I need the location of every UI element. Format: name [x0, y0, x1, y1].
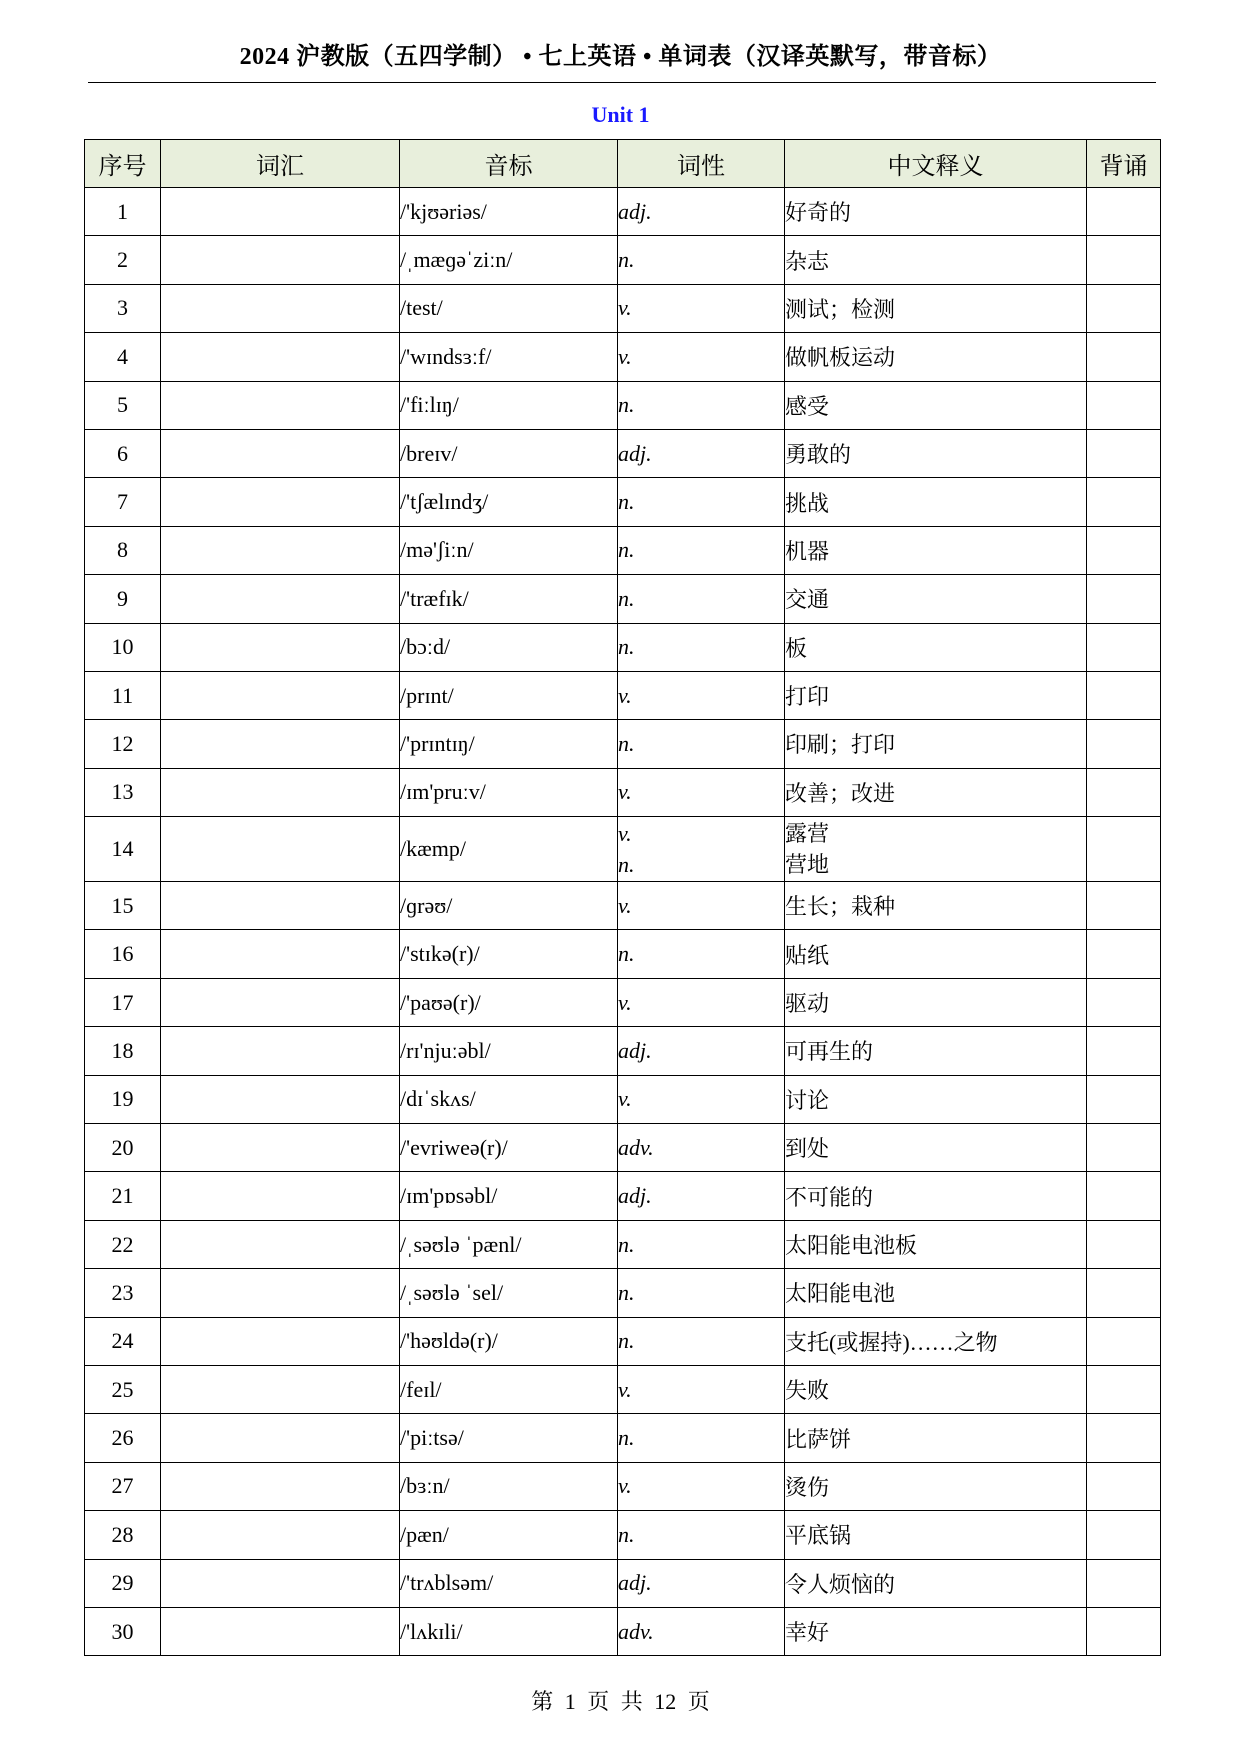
word-blank-cell[interactable]: [161, 1317, 400, 1365]
phonetic-cell: /'piːtsə/: [400, 1414, 618, 1462]
recite-check-cell[interactable]: [1087, 623, 1161, 671]
meaning-cell: 支托(或握持)……之物: [785, 1317, 1087, 1365]
recite-check-cell[interactable]: [1087, 1365, 1161, 1413]
part-of-speech-cell: n.: [618, 1414, 785, 1462]
phonetic-cell: /rɪ'njuːəbl/: [400, 1027, 618, 1075]
meaning-cell: 感受: [785, 381, 1087, 429]
phonetic-cell: /ˌsəʊlə ˈsel/: [400, 1269, 618, 1317]
table-row: [85, 1220, 1161, 1268]
row-number: 16: [85, 930, 161, 978]
part-of-speech-cell: n.: [618, 526, 785, 574]
page-footer: 第 1 页 共 12 页: [531, 1689, 710, 1714]
column-header-word: 词汇: [161, 140, 400, 188]
table-row: [85, 1365, 1161, 1413]
recite-check-cell[interactable]: [1087, 720, 1161, 768]
recite-check-cell[interactable]: [1087, 526, 1161, 574]
row-number: 13: [85, 768, 161, 816]
row-number: 10: [85, 623, 161, 671]
table-row: [85, 930, 1161, 978]
column-header-meaning: 中文释义: [785, 140, 1087, 188]
phonetic-cell: /ɪm'pɒsəbl/: [400, 1172, 618, 1220]
phonetic-cell: /ˌmæɡəˈziːn/: [400, 236, 618, 284]
meaning-cell-line: 营地: [785, 852, 830, 878]
meaning-cell: 失败: [785, 1365, 1087, 1413]
meaning-cell: 勇敢的: [785, 429, 1087, 477]
recite-check-cell[interactable]: [1087, 1172, 1161, 1220]
table-row: [85, 1559, 1161, 1607]
meaning-cell: 驱动: [785, 978, 1087, 1026]
row-number: 3: [85, 284, 161, 332]
phonetic-cell: /'fiːlɪŋ/: [400, 381, 618, 429]
unit-title: Unit 1: [591, 102, 650, 127]
word-blank-cell[interactable]: [161, 429, 400, 477]
part-of-speech-cell: adv.: [618, 1124, 785, 1172]
meaning-cell: 板: [785, 623, 1087, 671]
part-of-speech-cell: adj.: [618, 1027, 785, 1075]
recite-check-cell[interactable]: [1087, 1414, 1161, 1462]
part-of-speech-cell: v.: [618, 333, 785, 381]
meaning-cell: 打印: [785, 671, 1087, 719]
table-header-row: [85, 140, 1161, 188]
recite-check-cell[interactable]: [1087, 478, 1161, 526]
phonetic-cell: /kæmp/: [400, 817, 618, 882]
meaning-cell-line: 露营: [785, 821, 830, 847]
recite-check-cell[interactable]: [1087, 1607, 1161, 1655]
table-row: [85, 1075, 1161, 1123]
recite-check-cell[interactable]: [1087, 978, 1161, 1026]
table-row: [85, 333, 1161, 381]
meaning-cell: 挑战: [785, 478, 1087, 526]
part-of-speech-cell-line: n.: [618, 852, 635, 878]
meaning-cell: 到处: [785, 1124, 1087, 1172]
word-blank-cell[interactable]: [161, 1511, 400, 1559]
row-number: 4: [85, 333, 161, 381]
phonetic-cell: /test/: [400, 284, 618, 332]
meaning-cell: 可再生的: [785, 1027, 1087, 1075]
table-row: [85, 1511, 1161, 1559]
table-row: [85, 1124, 1161, 1172]
word-blank-cell[interactable]: [161, 1559, 400, 1607]
part-of-speech-cell: adj.: [618, 1172, 785, 1220]
phonetic-cell: /'həʊldə(r)/: [400, 1317, 618, 1365]
table-row: [85, 236, 1161, 284]
part-of-speech-cell: n.: [618, 1220, 785, 1268]
column-header-recite: 背诵: [1087, 140, 1161, 188]
meaning-cell: 幸好: [785, 1607, 1087, 1655]
word-blank-cell[interactable]: [161, 1124, 400, 1172]
part-of-speech-cell: v.: [618, 1075, 785, 1123]
meaning-cell: 生长；栽种: [785, 882, 1087, 930]
meaning-cell: 不可能的: [785, 1172, 1087, 1220]
recite-check-cell[interactable]: [1087, 1027, 1161, 1075]
meaning-cell: 贴纸: [785, 930, 1087, 978]
table-row: [85, 817, 1161, 882]
phonetic-cell: /mə'ʃiːn/: [400, 526, 618, 574]
recite-check-cell[interactable]: [1087, 1220, 1161, 1268]
phonetic-cell: /ɪm'pruːv/: [400, 768, 618, 816]
row-number: 22: [85, 1220, 161, 1268]
row-number: 30: [85, 1607, 161, 1655]
meaning-cell: 印刷；打印: [785, 720, 1087, 768]
phonetic-cell: /'lʌkɪli/: [400, 1607, 618, 1655]
word-blank-cell[interactable]: [161, 768, 400, 816]
table-row: [85, 381, 1161, 429]
phonetic-cell: /'tʃælɪndʒ/: [400, 478, 618, 526]
word-blank-cell[interactable]: [161, 623, 400, 671]
phonetic-cell: /ɡrəʊ/: [400, 882, 618, 930]
part-of-speech-cell: v.: [618, 768, 785, 816]
row-number: 18: [85, 1027, 161, 1075]
part-of-speech-cell: n.: [618, 1511, 785, 1559]
word-blank-cell[interactable]: [161, 333, 400, 381]
table-row: [85, 1462, 1161, 1510]
recite-check-cell[interactable]: [1087, 930, 1161, 978]
recite-check-cell[interactable]: [1087, 429, 1161, 477]
part-of-speech-cell: v.: [618, 978, 785, 1026]
row-number: 15: [85, 882, 161, 930]
header-divider: [88, 82, 1156, 83]
phonetic-cell: /breɪv/: [400, 429, 618, 477]
meaning-cell: 机器: [785, 526, 1087, 574]
phonetic-cell: /feɪl/: [400, 1365, 618, 1413]
row-number: 21: [85, 1172, 161, 1220]
recite-check-cell[interactable]: [1087, 333, 1161, 381]
table-row: [85, 284, 1161, 332]
phonetic-cell: /dɪˈskʌs/: [400, 1075, 618, 1123]
meaning-cell: 交通: [785, 575, 1087, 623]
table-row: [85, 429, 1161, 477]
part-of-speech-cell: n.: [618, 930, 785, 978]
word-blank-cell[interactable]: [161, 720, 400, 768]
column-header-phonetic: 音标: [400, 140, 618, 188]
part-of-speech-cell: v.: [618, 284, 785, 332]
phonetic-cell: /'wɪndsɜːf/: [400, 333, 618, 381]
word-blank-cell[interactable]: [161, 1607, 400, 1655]
word-blank-cell[interactable]: [161, 478, 400, 526]
row-number: 20: [85, 1124, 161, 1172]
recite-check-cell[interactable]: [1087, 671, 1161, 719]
recite-check-cell[interactable]: [1087, 768, 1161, 816]
meaning-cell: 杂志: [785, 236, 1087, 284]
row-number: 19: [85, 1075, 161, 1123]
word-blank-cell[interactable]: [161, 1269, 400, 1317]
word-blank-cell[interactable]: [161, 188, 400, 236]
vocabulary-table: [84, 139, 1161, 1656]
row-number: 29: [85, 1559, 161, 1607]
part-of-speech-cell: v.: [618, 671, 785, 719]
part-of-speech-cell: n.: [618, 1269, 785, 1317]
word-blank-cell[interactable]: [161, 236, 400, 284]
meaning-cell: 太阳能电池: [785, 1269, 1087, 1317]
phonetic-cell: /'stɪkə(r)/: [400, 930, 618, 978]
word-blank-cell[interactable]: [161, 1172, 400, 1220]
row-number: 26: [85, 1414, 161, 1462]
table-row: [85, 478, 1161, 526]
part-of-speech-cell: v.: [618, 1462, 785, 1510]
word-blank-cell[interactable]: [161, 1414, 400, 1462]
word-blank-cell[interactable]: [161, 284, 400, 332]
recite-check-cell[interactable]: [1087, 188, 1161, 236]
table-row: [85, 1607, 1161, 1655]
recite-check-cell[interactable]: [1087, 1559, 1161, 1607]
phonetic-cell: /prɪnt/: [400, 671, 618, 719]
word-blank-cell[interactable]: [161, 1220, 400, 1268]
part-of-speech-cell-line: v.: [618, 821, 632, 847]
meaning-cell: 改善；改进: [785, 768, 1087, 816]
table-row: [85, 1027, 1161, 1075]
phonetic-cell: /pæn/: [400, 1511, 618, 1559]
phonetic-cell: /'evriweə(r)/: [400, 1124, 618, 1172]
recite-check-cell[interactable]: [1087, 381, 1161, 429]
row-number: 28: [85, 1511, 161, 1559]
part-of-speech-cell: adj.: [618, 1559, 785, 1607]
meaning-cell: 平底锅: [785, 1511, 1087, 1559]
table-row: [85, 720, 1161, 768]
row-number: 11: [85, 671, 161, 719]
meaning-cell: 令人烦恼的: [785, 1559, 1087, 1607]
word-blank-cell[interactable]: [161, 882, 400, 930]
table-row: [85, 623, 1161, 671]
part-of-speech-cell: n.: [618, 623, 785, 671]
meaning-cell: 太阳能电池板: [785, 1220, 1087, 1268]
part-of-speech-cell: n.: [618, 1317, 785, 1365]
recite-check-cell[interactable]: [1087, 1462, 1161, 1510]
meaning-cell: 好奇的: [785, 188, 1087, 236]
table-row: [85, 882, 1161, 930]
phonetic-cell: /ˌsəʊlə ˈpænl/: [400, 1220, 618, 1268]
recite-check-cell[interactable]: [1087, 1511, 1161, 1559]
part-of-speech-cell: n.: [618, 236, 785, 284]
table-row: [85, 768, 1161, 816]
phonetic-cell: /'kjʊəriəs/: [400, 188, 618, 236]
row-number: 5: [85, 381, 161, 429]
table-row: [85, 1414, 1161, 1462]
word-blank-cell[interactable]: [161, 671, 400, 719]
phonetic-cell: /bɜːn/: [400, 1462, 618, 1510]
part-of-speech-cell: adj.: [618, 429, 785, 477]
phonetic-cell: /'træfɪk/: [400, 575, 618, 623]
phonetic-cell: /bɔːd/: [400, 623, 618, 671]
table-row: [85, 671, 1161, 719]
part-of-speech-cell: adv.: [618, 1607, 785, 1655]
table-row: [85, 188, 1161, 236]
table-row: [85, 1269, 1161, 1317]
word-blank-cell[interactable]: [161, 526, 400, 574]
word-blank-cell[interactable]: [161, 1027, 400, 1075]
meaning-cell: 烫伤: [785, 1462, 1087, 1510]
table-body: [85, 188, 1161, 1656]
row-number: 24: [85, 1317, 161, 1365]
part-of-speech-cell: v.: [618, 1365, 785, 1413]
row-number: 14: [85, 817, 161, 882]
row-number: 1: [85, 188, 161, 236]
row-number: 6: [85, 429, 161, 477]
row-number: 25: [85, 1365, 161, 1413]
row-number: 8: [85, 526, 161, 574]
recite-check-cell[interactable]: [1087, 284, 1161, 332]
recite-check-cell[interactable]: [1087, 1075, 1161, 1123]
phonetic-cell: /'prɪntɪŋ/: [400, 720, 618, 768]
meaning-cell: 测试；检测: [785, 284, 1087, 332]
phonetic-cell: /'trʌblsəm/: [400, 1559, 618, 1607]
row-number: 23: [85, 1269, 161, 1317]
row-number: 7: [85, 478, 161, 526]
meaning-cell: 做帆板运动: [785, 333, 1087, 381]
meaning-cell: 讨论: [785, 1075, 1087, 1123]
recite-check-cell[interactable]: [1087, 817, 1161, 882]
part-of-speech-cell: [618, 817, 785, 882]
table-row: [85, 1172, 1161, 1220]
recite-check-cell[interactable]: [1087, 1317, 1161, 1365]
meaning-cell: [785, 817, 1087, 882]
recite-check-cell[interactable]: [1087, 575, 1161, 623]
part-of-speech-cell: v.: [618, 882, 785, 930]
part-of-speech-cell: n.: [618, 575, 785, 623]
meaning-cell: 比萨饼: [785, 1414, 1087, 1462]
recite-check-cell[interactable]: [1087, 236, 1161, 284]
word-blank-cell[interactable]: [161, 817, 400, 882]
table-row: [85, 1317, 1161, 1365]
table-row: [85, 575, 1161, 623]
column-header-number: 序号: [85, 140, 161, 188]
page-header-title: 2024 沪教版（五四学制） • 七上英语 • 单词表（汉译英默写，带音标）: [239, 44, 1002, 70]
recite-check-cell[interactable]: [1087, 882, 1161, 930]
row-number: 27: [85, 1462, 161, 1510]
word-blank-cell[interactable]: [161, 381, 400, 429]
row-number: 17: [85, 978, 161, 1026]
column-header-part-of-speech: 词性: [618, 140, 785, 188]
table-row: [85, 978, 1161, 1026]
row-number: 12: [85, 720, 161, 768]
row-number: 2: [85, 236, 161, 284]
word-blank-cell[interactable]: [161, 1075, 400, 1123]
part-of-speech-cell: n.: [618, 478, 785, 526]
part-of-speech-cell: n.: [618, 720, 785, 768]
row-number: 9: [85, 575, 161, 623]
phonetic-cell: /'paʊə(r)/: [400, 978, 618, 1026]
recite-check-cell[interactable]: [1087, 1269, 1161, 1317]
word-blank-cell[interactable]: [161, 978, 400, 1026]
part-of-speech-cell: adj.: [618, 188, 785, 236]
word-blank-cell[interactable]: [161, 1462, 400, 1510]
table-row: [85, 526, 1161, 574]
part-of-speech-cell: n.: [618, 381, 785, 429]
word-blank-cell[interactable]: [161, 575, 400, 623]
word-blank-cell[interactable]: [161, 930, 400, 978]
recite-check-cell[interactable]: [1087, 1124, 1161, 1172]
word-blank-cell[interactable]: [161, 1365, 400, 1413]
